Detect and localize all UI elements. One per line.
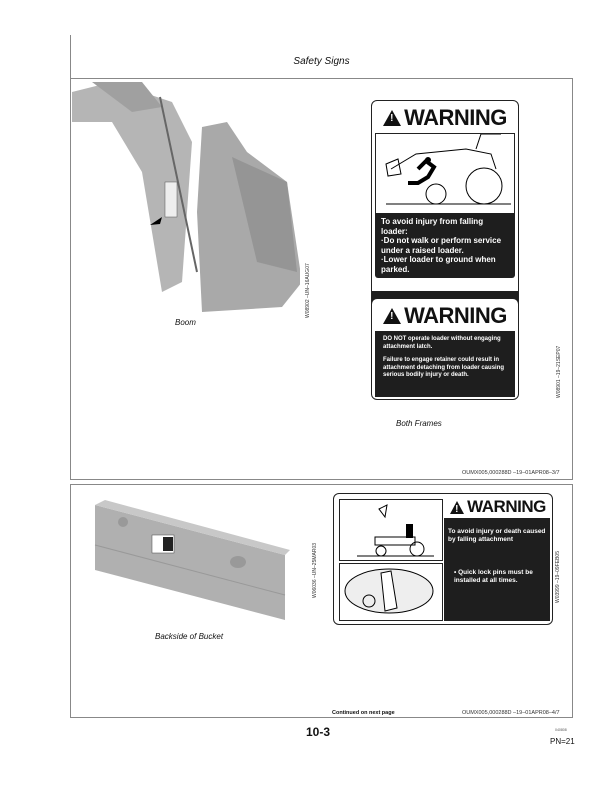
warning-heading: ! WARNING — [375, 103, 515, 133]
warning-triangle-icon — [383, 110, 401, 126]
quick-lock-pin-pictogram — [339, 563, 443, 621]
bucket-photo — [90, 495, 290, 625]
warning2-para1: DO NOT operate loader without engaging attachment latch. — [383, 336, 501, 350]
page-number: 10-3 — [306, 725, 331, 739]
date-code: 040808 — [555, 728, 567, 732]
tractor-pictogram — [339, 499, 443, 561]
boom-photo — [72, 82, 300, 314]
sign-code: W08901 –19–21SEP07 — [556, 345, 562, 398]
warning2-para2: Failure to engage retainer could result in attachment detaching from loader causing serious bodily injury or death. — [383, 357, 505, 378]
warning1-line: ·Lower loader to ground when parked. — [381, 255, 496, 274]
warning-sign-loader: ! WARNING To avoid injury from falling loader: ·Do not walk or perform service under a raised loader. ·Lower loader to ground when parked. ! WARNING DO NOT operate loader without engaging attachment latch. Failure to engage retainer could result in attachment detaching from loader causing serious bodily injury or death. — [371, 100, 519, 400]
both-frames-caption: Both Frames — [396, 419, 442, 428]
warning-line2: • Quick lock pins must be installed at all times. — [454, 569, 533, 584]
warning-triangle-icon — [383, 308, 401, 324]
bucket-caption: Backside of Bucket — [155, 632, 224, 641]
warning1-line: To avoid injury from falling loader: — [381, 217, 484, 236]
reference-code: OUMX005,000288D –19–01APR08–4/7 — [462, 710, 560, 716]
page-header: Safety Signs — [293, 56, 350, 67]
pn-number: PN=21 — [550, 737, 575, 746]
warning-triangle-icon — [450, 501, 464, 514]
warning-line1: To avoid injury or death caused by falling attachment — [448, 528, 546, 543]
reference-code: OUMX005,000288D –19–01APR08–3/7 — [462, 470, 560, 476]
boom-caption: Boom — [175, 318, 196, 327]
continued-notice: Continued on next page — [332, 710, 395, 716]
tractor-loader-pictogram — [375, 133, 515, 213]
boom-photo-code: W08902 –UN–16AUG07 — [305, 263, 311, 318]
warning-sign-attachment: ! WARNING To avoid injury or death caused by falling attachment • Quick lock pins must be installed at all times. — [333, 493, 553, 625]
sign-code: W03999 –19–09FEB05 — [555, 551, 561, 603]
warning1-line: ·Do not walk or perform service under a raised loader. — [381, 236, 502, 255]
bucket-photo-code: W06036 –UN–25MAR03 — [312, 542, 318, 598]
